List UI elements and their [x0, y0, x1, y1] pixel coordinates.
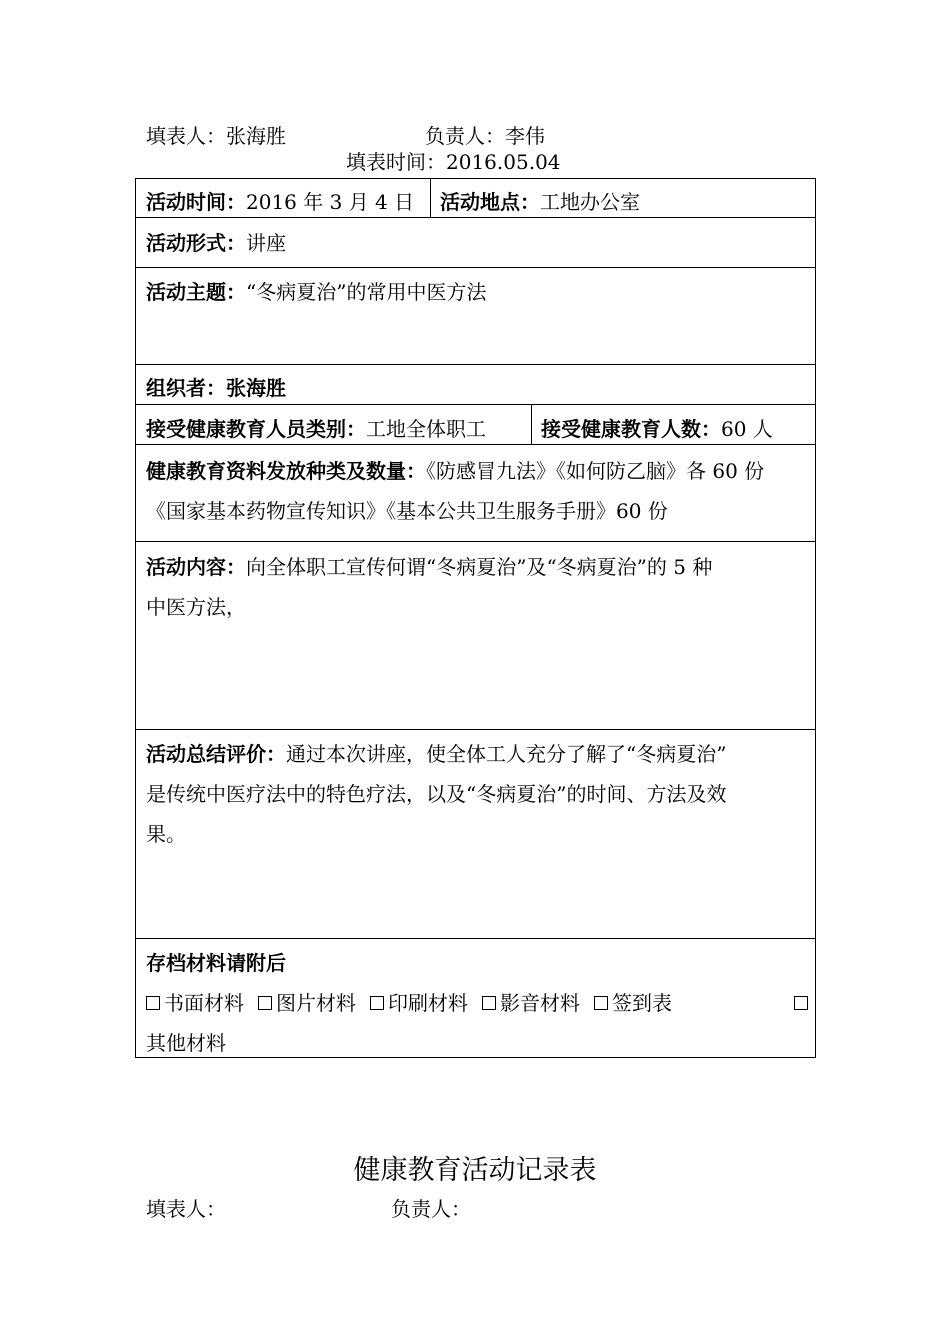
activity-time-value: 2016 年 3 月 4 日	[246, 190, 415, 214]
content-line-1	[146, 547, 712, 587]
row-divider	[136, 267, 815, 268]
audience-count-label: 接受健康教育人数：	[541, 417, 721, 441]
checkbox-icon[interactable]	[146, 996, 160, 1010]
checkbox-icon[interactable]	[594, 996, 608, 1010]
organizer-value: 张海胜	[226, 376, 286, 400]
content-label: 活动内容：	[146, 555, 246, 579]
summary-line-1	[146, 734, 726, 774]
activity-theme-value: “冬病夏治”的常用中医方法	[246, 280, 487, 304]
archive-option-printed[interactable]	[370, 983, 468, 1023]
summary-cell	[146, 734, 726, 854]
checkbox-icon[interactable]	[258, 996, 272, 1010]
filler-label: 填表人：	[146, 124, 226, 148]
materials-line-1	[146, 451, 764, 491]
organizer-label: 组织者：	[146, 376, 226, 400]
audience-count-cell	[541, 409, 773, 449]
next-page-title: 健康教育活动记录表	[353, 1155, 597, 1186]
archive-cell	[146, 943, 808, 1063]
archive-option-written[interactable]	[146, 983, 244, 1023]
responsible-name: 李伟	[505, 124, 545, 148]
fill-date-label: 填表时间：	[346, 150, 446, 174]
audience-type-label: 接受健康教育人员类别：	[146, 417, 366, 441]
filler-field	[146, 126, 286, 146]
audience-type-cell	[146, 409, 486, 449]
materials-cell	[146, 451, 764, 531]
activity-theme-cell	[146, 272, 486, 312]
archive-option-label: 影音材料	[500, 991, 580, 1015]
row-divider	[136, 938, 815, 939]
summary-label: 活动总结评价：	[146, 742, 286, 766]
summary-value-2: 是传统中医疗法中的特色疗法，以及“冬病夏治”的时间、方法及效	[146, 782, 727, 806]
activity-record-table	[135, 178, 816, 1058]
activity-form-value: 讲座	[246, 231, 286, 255]
archive-options	[146, 983, 808, 1023]
content-value-2: 中医方法，	[146, 595, 246, 619]
archive-option-label: 图片材料	[276, 991, 356, 1015]
archive-option-label: 书面材料	[164, 991, 244, 1015]
activity-theme-label: 活动主题：	[146, 280, 246, 304]
row-divider	[136, 729, 815, 730]
archive-option-label: 签到表	[612, 991, 672, 1015]
activity-form-cell	[146, 223, 286, 263]
materials-label: 健康教育资料发放种类及数量：	[146, 459, 426, 483]
content-value-1: 向全体职工宣传何谓“冬病夏治”及“冬病夏治”的 5 种	[246, 555, 713, 579]
checkbox-icon[interactable]	[794, 996, 808, 1010]
materials-value-2: 《国家基本药物宣传知识》《基本公共卫生服务手册》60 份	[146, 499, 668, 523]
responsible-field	[425, 126, 545, 146]
archive-option-signin[interactable]	[594, 983, 672, 1023]
activity-place-value: 工地办公室	[540, 190, 640, 214]
activity-time-cell	[146, 182, 414, 222]
activity-place-label: 活动地点：	[440, 190, 540, 214]
organizer-cell	[146, 368, 286, 408]
archive-option-label: 印刷材料	[388, 991, 468, 1015]
col-divider	[430, 179, 431, 217]
materials-value-1: 《防感冒九法》《如何防乙脑》各 60 份	[426, 459, 765, 483]
fill-date: 2016.05.04	[446, 150, 561, 174]
checkbox-icon[interactable]	[482, 996, 496, 1010]
archive-title: 存档材料请附后	[146, 951, 286, 975]
filler-name: 张海胜	[226, 124, 286, 148]
activity-place-cell	[440, 182, 640, 222]
activity-time-label: 活动时间：	[146, 190, 246, 214]
summary-value-1: 通过本次讲座，使全体工人充分了解了“冬病夏治”	[286, 742, 727, 766]
audience-count-value: 60 人	[721, 417, 773, 441]
checkbox-icon[interactable]	[370, 996, 384, 1010]
fill-date-field	[346, 152, 561, 172]
archive-option-other-label: 其他材料	[146, 1031, 226, 1055]
col-divider	[531, 404, 532, 444]
archive-option-av[interactable]	[482, 983, 580, 1023]
row-divider	[136, 541, 815, 542]
row-divider	[136, 364, 815, 365]
activity-form-label: 活动形式：	[146, 231, 246, 255]
summary-value-3: 果。	[146, 822, 186, 846]
responsible-label: 负责人：	[425, 124, 505, 148]
audience-type-value: 工地全体职工	[366, 417, 486, 441]
next-responsible-label: 负责人：	[391, 1197, 471, 1221]
content-cell	[146, 547, 712, 627]
archive-option-pictures[interactable]	[258, 983, 356, 1023]
next-filler-label: 填表人：	[146, 1197, 226, 1221]
